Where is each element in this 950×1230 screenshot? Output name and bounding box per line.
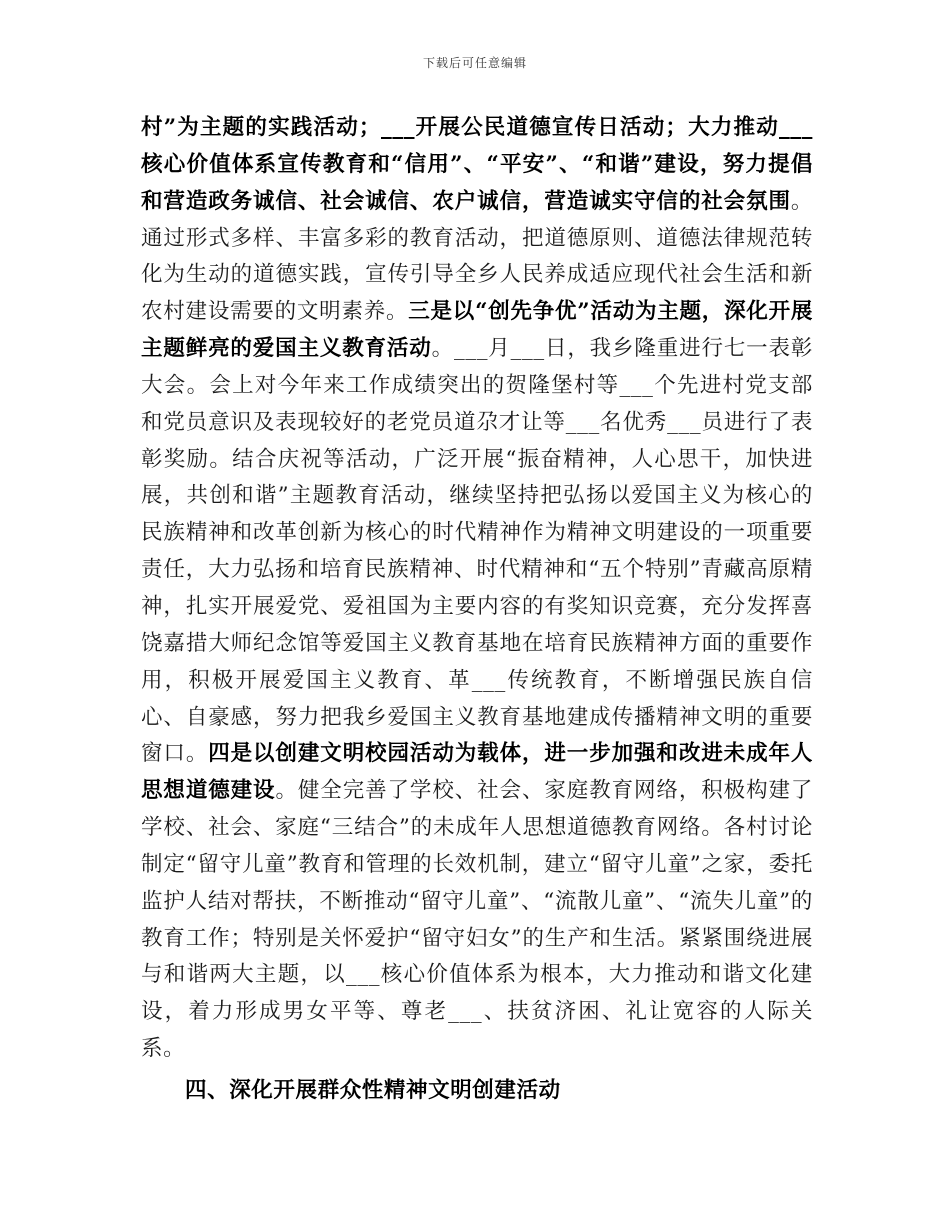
sentence-4: 。___月___日，我乡隆重进行七一表彰大会。会上对今年来工作成绩突出的贺隆堡村等___个先进村党支部和党员意识及表现较好的老党员道尕才让等___名优秀___员进行了表彰奖励。结合庆祝等活动，广泛开展“振奋精神，人心思干，加快进展，共创和谐”主题教育活动，继续坚持把弘扬以爱国主义为核心的民族精神和改革创新为核心的时代精神作为精神文明建设的一项重要责任，大力弘扬和培育民族精神、时代精神和“五个特别”青藏高原精神，扎实开展爱党、爱祖国为主要内容的有奖知识竞赛，充分发挥喜饶嘉措大师纪念馆等爱国主义教育基地在培育民族精神方面的重要作用，积极开展爱国主义教育、革___传统教育，不断增强民族自信心、自豪感，努力把我乡爱国主义教育基地建成传播精神文明的重要窗口。	[141, 336, 813, 767]
bold-sentence-3: 三是以“创先争优”活动为主题，深化开展主题鲜亮的爱国主义教育活动	[141, 299, 813, 362]
header-note: 下载后可任意编辑	[422, 56, 527, 70]
bold-sentence-1: 村”为主题的实践活动；___开展公民道德宣传日活动；大力推动___核心价值体系宣传教育和“信用”、“平安”、“和谐”建设，努力提倡和营造政务诚信、社会诚信、农户诚信，营造诚实守信的社会氛围	[141, 115, 813, 214]
section-heading: 四、深化开展群众性精神文明创建活动	[185, 1078, 561, 1103]
bold-sentence-5: 四是以创建文明校园活动为载体，进一步加强和改进未成年人思想道德建设	[141, 741, 813, 804]
sentence-6: 。健全完善了学校、社会、家庭教育网络，积极构建了学校、社会、家庭“三结合”的未成年人思想道德教育网络。各村讨论制定“留守儿童”教育和管理的长效机制，建立“留守儿童”之家，委托监护人结对帮扶，不断推动“留守儿童”、“流散儿童”、“流失儿童”的教育工作；特别是关怀爱护“留守妇女”的生产和生活。紧紧围绕进展与和谐两大主题，以___核心价值体系为根本，大力推动和谐文化建设，着力形成男女平等、尊老___、扶贫济困、礼让宽容的人际关系。	[141, 778, 813, 1062]
body-paragraph	[141, 110, 813, 1068]
sentence-2: 。通过形式多样、丰富多彩的教育活动，把道德原则、道德法律规范转化为生动的道德实践，宣传引导全乡人民养成适应现代社会生活和新农村建设需要的文明素养。	[141, 188, 813, 325]
